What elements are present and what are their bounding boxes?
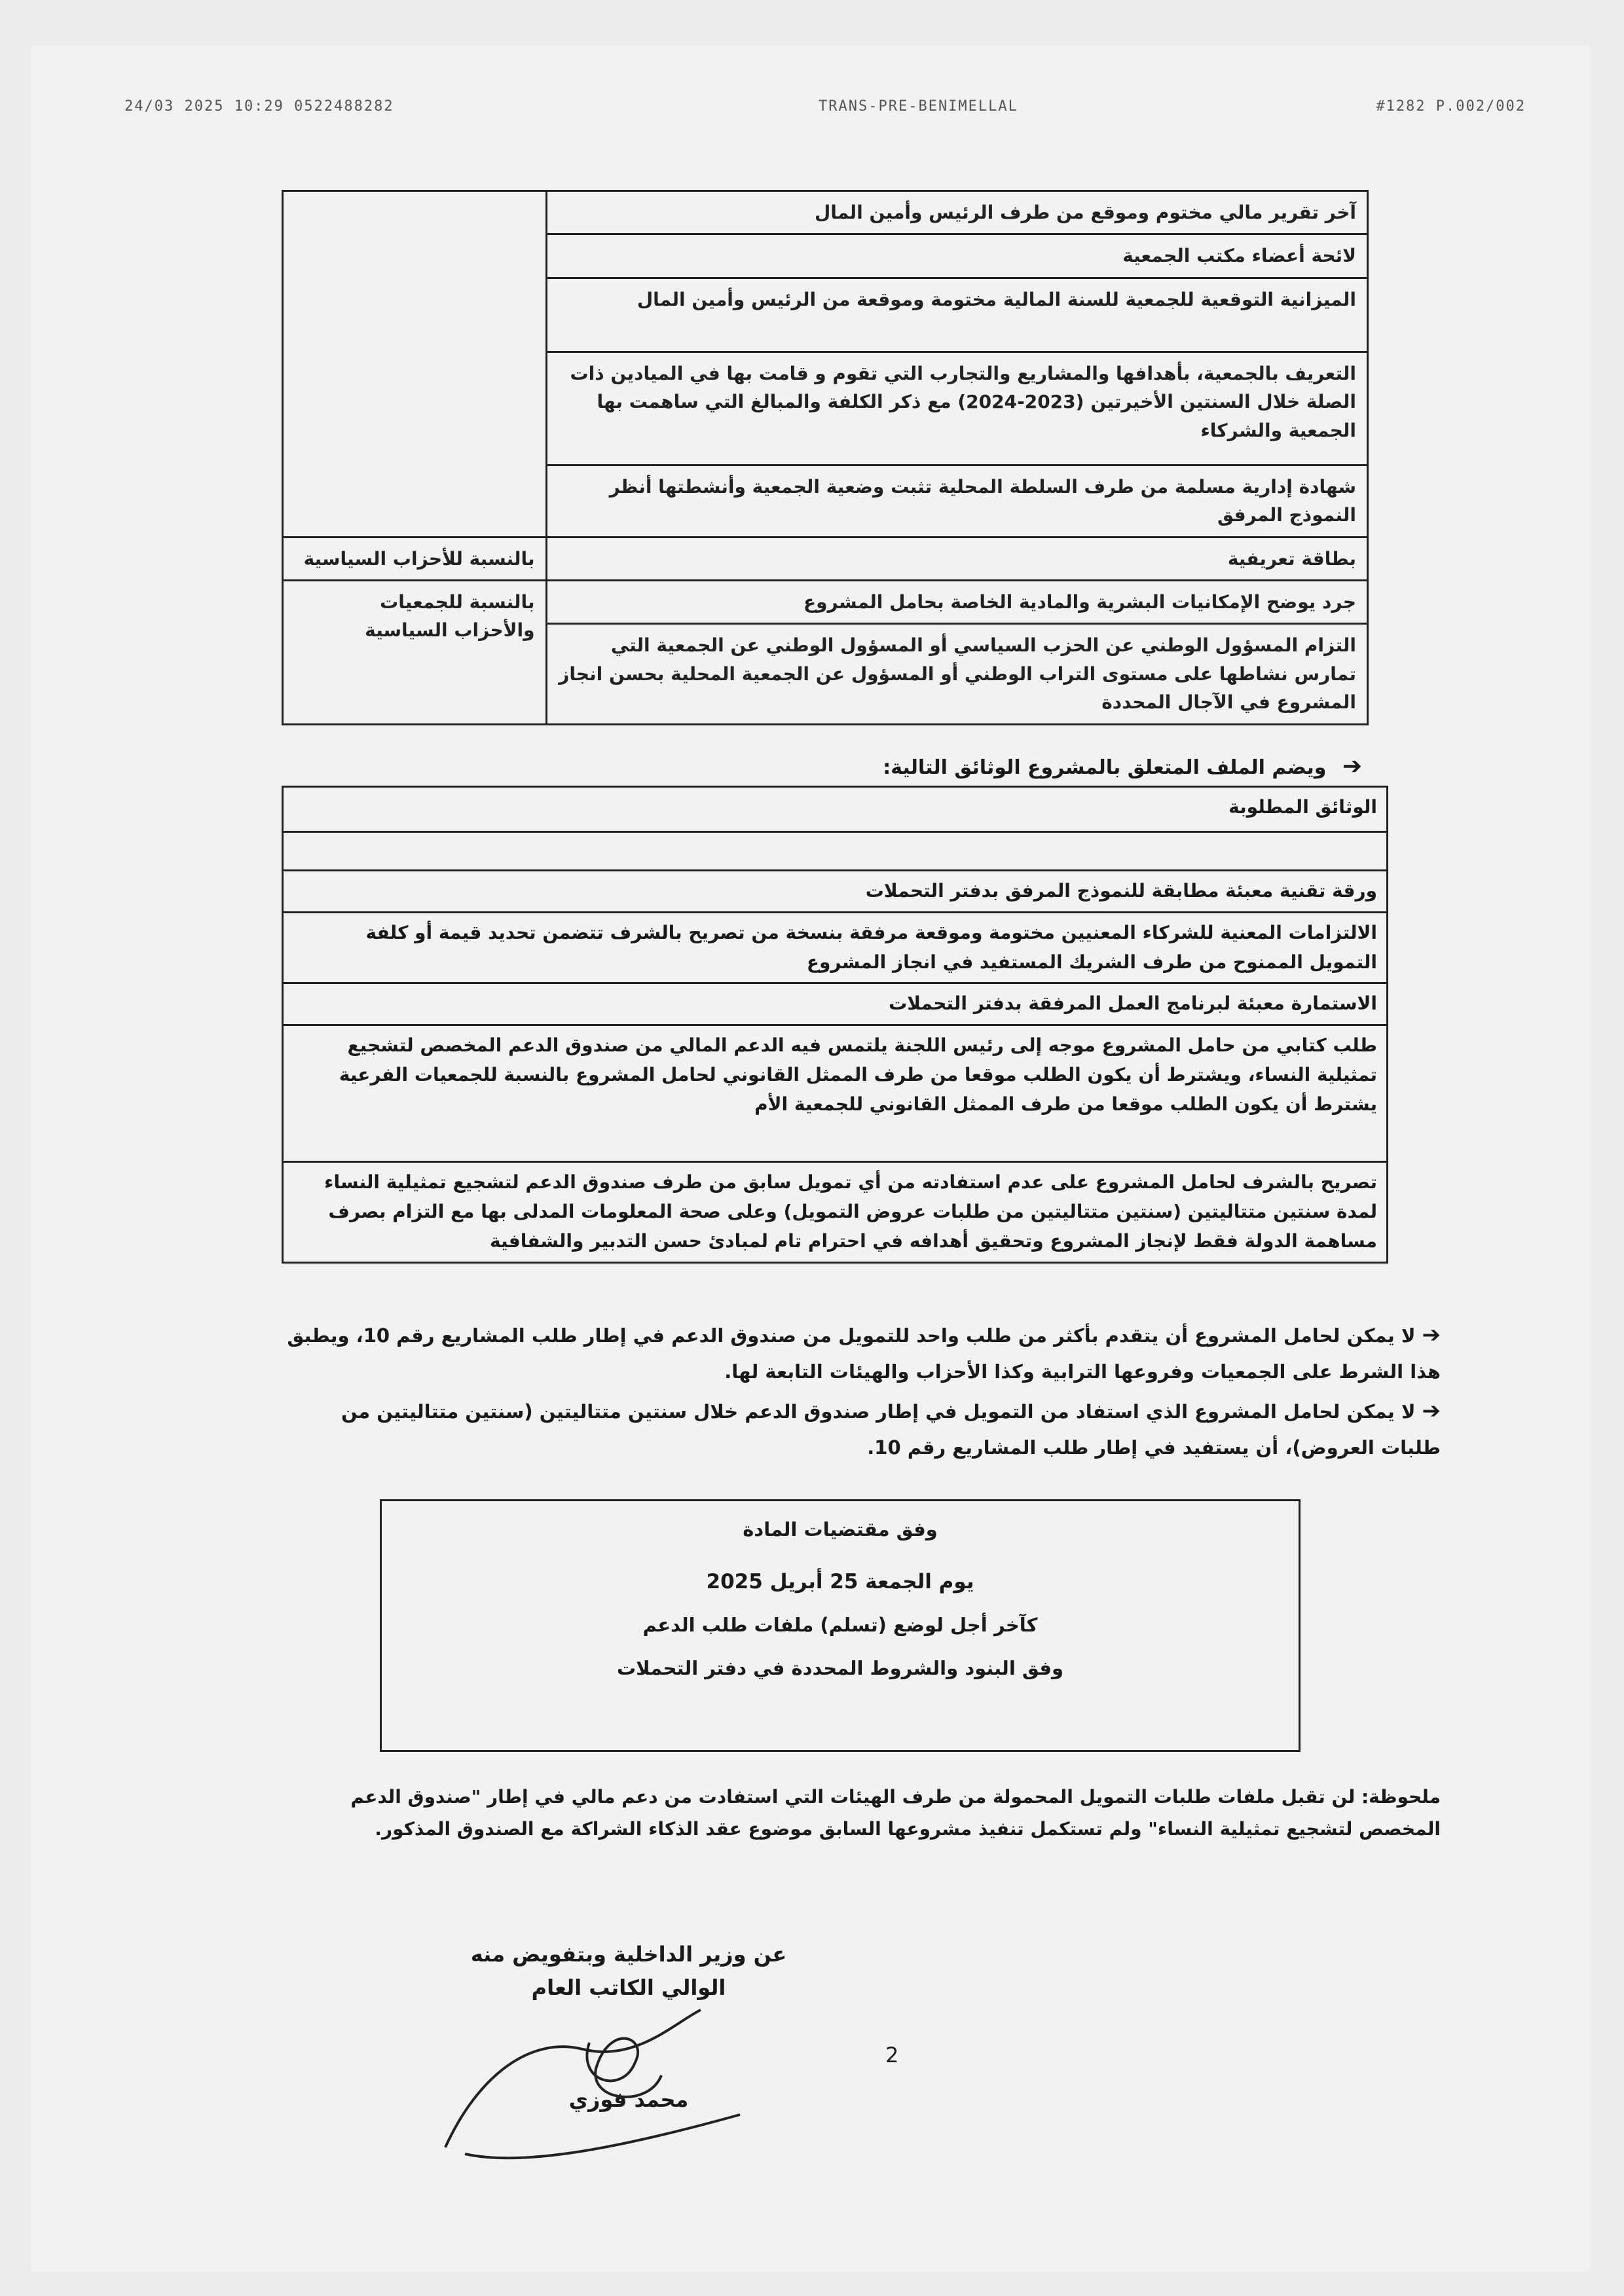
note-item: ➔لا يمكن لحامل المشروع أن يتقدم بأكثر من طلب واحد للتمويل من صندوق الدعم في إطار طلب المشاريع رقم 10، ويطبق هذا الشرط على الجمعيات وفروعها الترابية وكذا الأحزاب والهيئات التابعة لها. [287,1322,1441,1383]
docs-lead-text: ويضم الملف المتعلق بالمشروع الوثائق التالية: [883,756,1327,779]
deadline-box [380,1499,1301,1752]
docs-header: الوثائق المطلوبة [283,787,1388,832]
conditions-notes [275,1316,1441,1468]
docs-item: طلب كتابي من حامل المشروع موجه إلى رئيس اللجنة يلتمس فيه الدعم المالي من صندوق الدعم المخصص لتشجيع تمثيلية النساء، ويشترط أن يكون الطلب موقعا من طرف الممثل القانوني لحامل المشروع بالنسبة للجمعيات الفرعية يشترط أن يكون الطلب موقعا من طرف الممثل القانوني للجمعية الأم [283,1025,1388,1162]
fax-sender: TRANS-PRE-BENIMELLAL [819,98,1018,115]
req-category [283,191,547,538]
deadline-line: وفق البنود والشروط المحددة في دفتر التحملات [616,1656,1064,1679]
deadline-date: يوم الجمعة 25 أبريل 2025 [706,1569,974,1594]
docs-item: تصريح بالشرف لحامل المشروع على عدم استفادته من أي تمويل سابق من طرف صندوق الدعم لتشجيع تمثيلية النساء لمدة سنتين متتاليتين (سنتين متتاليتين من طلبات عروض التمويل) وعلى صحة المعلومات المدلى بها مع التزام بصرف مساهمة الدولة فقط لإنجاز المشروع وتحقيق أهدافه في احترام تام لمبادئ حسن التدبير والشفافية [283,1162,1388,1262]
signature-line: عن وزير الداخلية وبتفويض منه [470,1942,787,1967]
note-item: ➔لا يمكن لحامل المشروع الذي استفاد من التمويل في إطار صندوق الدعم خلال سنتين متتاليتين (سنتين متتاليتين من طلبات العروض)، أن يستفيد في إطار طلب المشاريع رقم 10. [341,1398,1441,1459]
req-category: بالنسبة للجمعيات والأحزاب السياسية [283,580,547,724]
arrow-left-icon: ➔ [1422,1322,1441,1348]
req-item: لائحة أعضاء مكتب الجمعية [546,234,1367,278]
signature-title: الوالي الكاتب العام [531,1975,726,2001]
final-note: ملحوظة: لن تقبل ملفات طلبات التمويل المحمولة من طرف الهيئات التي استفادت من دعم مالي في إطار "صندوق الدعم المخصص لتشجيع تمثيلية النساء" ولم تستكمل تنفيذ مشروعها السابق موضوع عقد الذكاء الشراكة مع الصندوق المذكور. [350,1786,1441,1840]
docs-lead-line [655,753,1362,780]
deadline-line: كآخر أجل لوضع (تسلم) ملفات طلب الدعم [642,1614,1038,1636]
page-number: 2 [885,2043,899,2068]
req-item: آخر تقرير مالي مختوم وموقع من طرف الرئيس وأمين المال [546,191,1367,234]
docs-item: الاستمارة معبئة لبرنامج العمل المرفقة بدفتر التحملات [283,983,1388,1025]
req-item: الميزانية التوقعية للجمعية للسنة المالية مختومة وموقعة من الرئيس وأمين المال [546,278,1367,352]
req-item: التعريف بالجمعية، بأهدافها والمشاريع والتجارب التي تقوم و قامت بها في الميادين ذات الصلة خلال السنتين الأخيرتين (2023-2024) مع ذكر الكلفة والمبالغ التي ساهمت بها الجمعية والشركاء [546,352,1367,465]
req-item: بطاقة تعريفية [546,537,1367,580]
fax-page-count: #1282 P.002/002 [1376,98,1526,115]
signatory-name: محمد فوزي [568,2087,689,2113]
fax-header [124,98,1526,124]
docs-item: الالتزامات المعنية للشركاء المعنيين مختومة وموقعة مرفقة بنسخة من تصريح بالشرف تتضمن تحديد قيمة أو كلفة التمويل الممنوح من طرف الشريك المستفيد في انجاز المشروع [283,912,1388,983]
req-item: التزام المسؤول الوطني عن الحزب السياسي أو المسؤول الوطني عن الجمعية التي تمارس نشاطها على مستوى التراب الوطني أو المسؤول عن الجمعية المحلية بحسن انجاز المشروع في الآجال المحددة [546,624,1367,724]
deadline-line: وفق مقتضيات المادة [743,1518,938,1540]
documents-table [282,786,1388,1264]
handwritten-signature [426,1997,766,2167]
requirements-table [282,190,1369,725]
docs-item: ورقة تقنية معبئة مطابقة للنموذج المرفق بدفتر التحملات [283,871,1388,913]
req-item: جرد يوضح الإمكانيات البشرية والمادية الخاصة بحامل المشروع [546,580,1367,623]
arrow-left-icon: ➔ [1422,1398,1441,1425]
req-item: شهادة إدارية مسلمة من طرف السلطة المحلية تثبت وضعية الجمعية وأنشطتها أنظر النموذج المرفق [546,465,1367,537]
fax-datetime: 24/03 2025 10:29 0522488282 [124,98,394,115]
req-category: بالنسبة للأحزاب السياسية [283,537,547,580]
docs-blank-row [283,832,1388,871]
arrow-left-icon: ➔ [1342,753,1362,780]
